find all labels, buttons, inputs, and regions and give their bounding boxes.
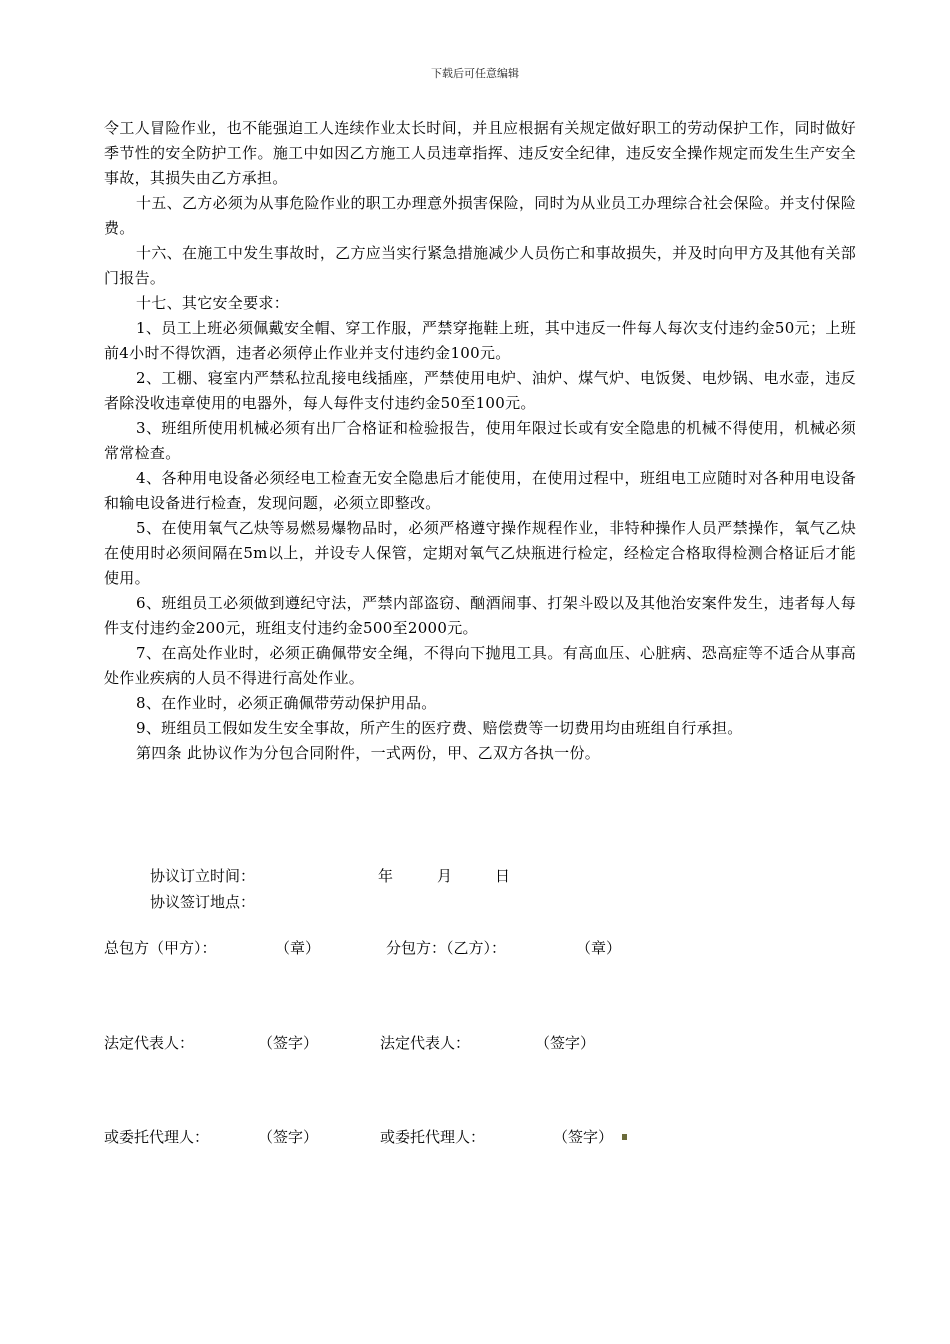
paragraph-item-2: 2、工棚、寝室内严禁私拉乱接电线插座，严禁使用电炉、油炉、煤气炉、电饭煲、电炒锅、电水壶，违反者除没收违章使用的电器外，每人每件支付违约金50至100元。 xyxy=(104,369,856,412)
legal-rep-a-label: 法定代表人： xyxy=(104,1034,195,1052)
party-b-seal: （章） xyxy=(576,939,622,957)
paragraph-clause-17: 十七、其它安全要求： xyxy=(136,294,290,312)
date-month: 月 xyxy=(437,867,453,885)
paragraph-item-1: 1、员工上班必须佩戴安全帽、穿工作服，严禁穿拖鞋上班，其中违反一件每人每次支付违约金50元；上班前4小时不得饮酒，违者必须停止作业并支付违约金100元。 xyxy=(104,319,856,362)
document-body xyxy=(104,116,856,766)
agent-a-label: 或委托代理人： xyxy=(104,1128,210,1146)
party-b-label: 分包方：（乙方）： xyxy=(386,939,507,957)
agent-b-sign: （签字） xyxy=(553,1128,614,1146)
paragraph-item-6: 6、班组员工必须做到遵纪守法，严禁内部盗窃、酗酒闹事、打架斗殴以及其他治安案件发生，违者每人每件支付违约金200元，班组支付违约金500至2000元。 xyxy=(104,594,856,637)
date-label: 协议订立时间： xyxy=(150,867,256,885)
date-day: 日 xyxy=(495,867,511,885)
paragraph-clause-16: 十六、在施工中发生事故时，乙方应当实行紧急措施减少人员伤亡和事故损失，并及时向甲方及其他有关部门报告。 xyxy=(104,244,856,287)
paragraph-item-4: 4、各种用电设备必须经电工检查无安全隐患后才能使用，在使用过程中，班组电工应随时对各种用电设备和输电设备进行检查，发现问题，必须立即整改。 xyxy=(104,469,856,512)
legal-rep-b-sign: （签字） xyxy=(535,1034,596,1052)
paragraph-item-5: 5、在使用氧气乙炔等易燃易爆物品时，必须严格遵守操作规程作业，非特种操作人员严禁操作，氧气乙炔在使用时必须间隔在5m以上，并设专人保管，定期对氧气乙炔瓶进行检定，经检定合格取得检测合格证后才能使用。 xyxy=(104,519,856,587)
paragraph-continuation: 令工人冒险作业，也不能强迫工人连续作业太长时间，并且应根据有关规定做好职工的劳动保护工作，同时做好季节性的安全防护工作。施工中如因乙方施工人员违章指挥、违反安全纪律，违反安全操作规定而发生生产安全事故，其损失由乙方承担。 xyxy=(104,119,856,187)
paragraph-item-3: 3、班组所使用机械必须有出厂合格证和检验报告，使用年限过长或有安全隐患的机械不得使用，机械必须常常检查。 xyxy=(104,419,856,462)
date-year: 年 xyxy=(378,867,394,885)
paragraph-item-9: 9、班组员工假如发生安全事故，所产生的医疗费、赔偿费等一切费用均由班组自行承担。 xyxy=(136,719,743,737)
paragraph-article-4: 第四条 此协议作为分包合同附件，一式两份，甲、乙双方各执一份。 xyxy=(136,744,601,762)
end-mark-icon xyxy=(622,1134,627,1140)
party-a-label: 总包方（甲方）： xyxy=(104,939,217,957)
agent-a-sign: （签字） xyxy=(258,1128,319,1146)
page-header: 下载后可任意编辑 xyxy=(431,67,519,80)
place-label: 协议签订地点： xyxy=(150,893,256,911)
legal-rep-a-sign: （签字） xyxy=(258,1034,319,1052)
paragraph-clause-15: 十五、乙方必须为从事危险作业的职工办理意外损害保险，同时为从业员工办理综合社会保险。并支付保险费。 xyxy=(104,194,856,237)
agent-b-label: 或委托代理人： xyxy=(380,1128,486,1146)
paragraph-item-7: 7、在高处作业时，必须正确佩带安全绳，不得向下抛甩工具。有高血压、心脏病、恐高症等不适合从事高处作业疾病的人员不得进行高处作业。 xyxy=(104,644,856,687)
legal-rep-b-label: 法定代表人： xyxy=(380,1034,471,1052)
party-a-seal: （章） xyxy=(275,939,321,957)
paragraph-item-8: 8、在作业时，必须正确佩带劳动保护用品。 xyxy=(136,694,437,712)
